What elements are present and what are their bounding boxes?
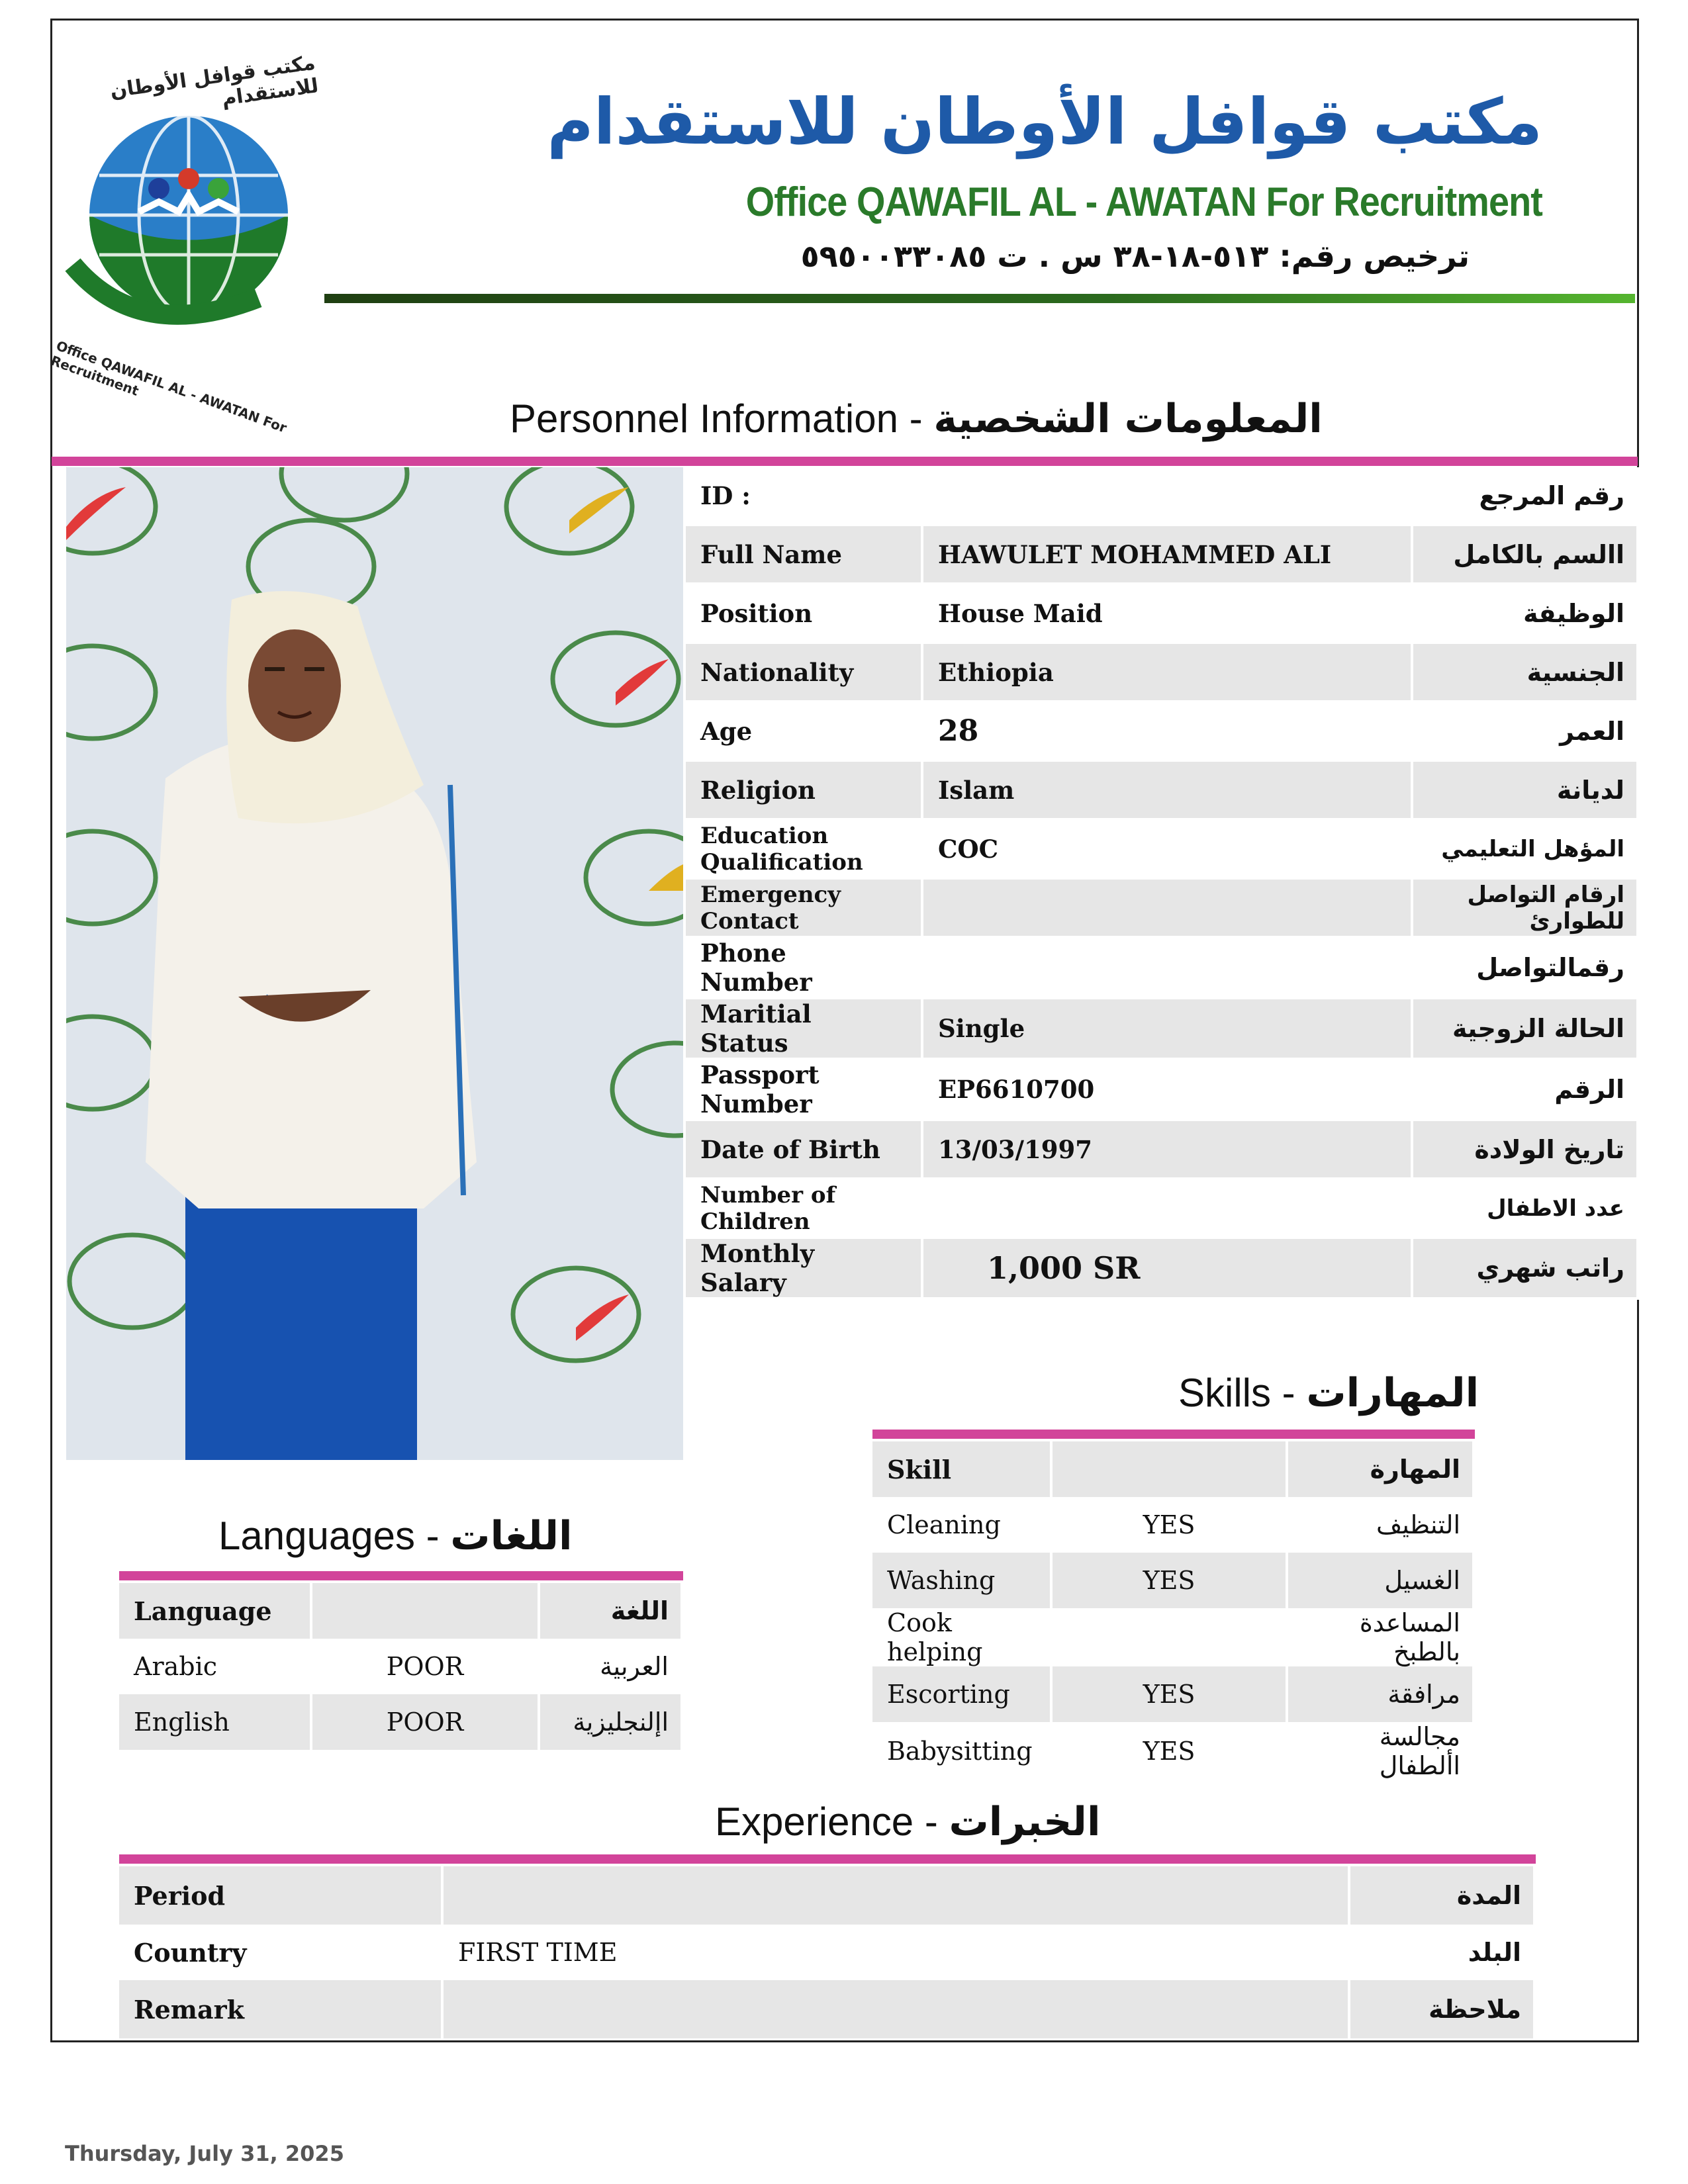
experience-row (119, 1980, 1536, 2038)
experience-value (444, 1980, 1350, 2038)
languages-table (119, 1583, 683, 1750)
field-label: Religion (686, 762, 923, 821)
skill-value (1053, 1608, 1288, 1666)
language-name-arabic: العربية (540, 1639, 683, 1694)
skill-name-arabic: مجالسة األطفال (1288, 1722, 1475, 1780)
field-label-arabic: الجنسية (1413, 644, 1639, 703)
field-value (923, 880, 1413, 938)
personnel-row (686, 821, 1639, 880)
field-label-arabic: الوظيفة (1413, 585, 1639, 644)
language-header-blank (312, 1583, 540, 1639)
personnel-row (686, 938, 1639, 999)
office-name-arabic: مكتب قوافل الأوطان للاستقدام (547, 85, 1542, 159)
skill-name: Cleaning (872, 1497, 1053, 1553)
language-row (119, 1639, 683, 1694)
field-label-arabic: تاريخ الولادة (1413, 1121, 1639, 1180)
field-label: Emergency Contact (686, 880, 923, 938)
field-label-arabic: الحالة الزوجية (1413, 999, 1639, 1060)
logo-top-text: مكتب قوافل الأوطان للاستقدام (109, 51, 320, 111)
field-label-arabic: عدد الاطفال (1413, 1180, 1639, 1239)
field-label-arabic: راتب شهري (1413, 1239, 1639, 1300)
skill-name-arabic: مرافقة (1288, 1666, 1475, 1722)
field-label-arabic: االسم بالكامل (1413, 526, 1639, 585)
field-label: Age (686, 703, 923, 762)
field-label: Monthly Salary (686, 1239, 923, 1300)
language-header-en: Language (119, 1583, 312, 1639)
field-label-arabic: رقمالتواصل (1413, 938, 1639, 999)
skills-title (1178, 1370, 1479, 1416)
skill-name: Washing (872, 1553, 1053, 1608)
skill-name: Escorting (872, 1666, 1053, 1722)
field-label: Number of Children (686, 1180, 923, 1239)
candidate-photo (66, 467, 683, 1460)
experience-value: FIRST TIME (444, 1925, 1350, 1980)
personnel-row (686, 703, 1639, 762)
logo-bottom-text: Office QAWAFIL AL - AWATAN For Recruitment (48, 338, 289, 436)
candidate-photo-image (66, 467, 683, 1460)
skills-title-ar: المهارات (1306, 1370, 1479, 1416)
personnel-row (686, 1180, 1639, 1239)
personnel-row (686, 467, 1639, 526)
field-label-arabic: العمر (1413, 703, 1639, 762)
personnel-row (686, 880, 1639, 938)
skills-title-en: Skills - (1178, 1371, 1307, 1415)
field-value (923, 1180, 1413, 1239)
personnel-row (686, 762, 1639, 821)
field-label-arabic: الرقم (1413, 1060, 1639, 1121)
field-value: COC (923, 821, 1413, 880)
experience-name: Period (119, 1866, 444, 1925)
skill-value: YES (1053, 1666, 1288, 1722)
personnel-table (686, 467, 1639, 1300)
personnel-title-en: Personnel Information - (510, 396, 934, 441)
field-value: 1,000 SR (923, 1239, 1413, 1300)
skill-value: YES (1053, 1553, 1288, 1608)
field-label: Phone Number (686, 938, 923, 999)
field-label-arabic: المؤهل التعليمي (1413, 821, 1639, 880)
office-logo (48, 51, 320, 436)
skill-row (872, 1553, 1475, 1608)
language-header-row (119, 1583, 683, 1639)
field-label: Full Name (686, 526, 923, 585)
language-value: POOR (312, 1694, 540, 1750)
skill-row (872, 1722, 1475, 1780)
skills-rule (872, 1430, 1475, 1439)
personnel-title (510, 396, 1323, 442)
field-label: Position (686, 585, 923, 644)
skills-table (872, 1441, 1475, 1780)
personnel-row (686, 585, 1639, 644)
experience-name: Remark (119, 1980, 444, 2038)
personnel-row (686, 1121, 1639, 1180)
skill-name-arabic: الغسيل (1288, 1553, 1475, 1608)
language-value: POOR (312, 1639, 540, 1694)
field-value: EP6610700 (923, 1060, 1413, 1121)
personnel-row (686, 999, 1639, 1060)
experience-title (715, 1799, 1101, 1845)
skill-header-row (872, 1441, 1475, 1497)
skill-header-en: Skill (872, 1441, 1053, 1497)
field-value: Single (923, 999, 1413, 1060)
languages-title-en: Languages - (218, 1514, 451, 1558)
skill-row (872, 1608, 1475, 1666)
field-label-arabic: رقم المرجع (1413, 467, 1639, 526)
field-label-arabic: ارقام التواصل للطوارئ (1413, 880, 1639, 938)
field-label: Passport Number (686, 1060, 923, 1121)
experience-title-en: Experience - (715, 1799, 949, 1844)
field-value: Ethiopia (923, 644, 1413, 703)
experience-row (119, 1866, 1536, 1925)
languages-rule (119, 1571, 683, 1580)
field-label: Education Qualification (686, 821, 923, 880)
field-value (923, 938, 1413, 999)
experience-name-arabic: ملاحظة (1350, 1980, 1536, 2038)
field-label: Maritial Status (686, 999, 923, 1060)
field-value: HAWULET MOHAMMED ALI (923, 526, 1413, 585)
office-name-english: Office QAWAFIL AL - AWATAN For Recruitment (745, 179, 1542, 225)
personnel-row (686, 526, 1639, 585)
languages-title-ar: اللغات (450, 1513, 573, 1559)
skill-name: Cook helping (872, 1608, 1053, 1666)
field-label: Date of Birth (686, 1121, 923, 1180)
experience-value (444, 1866, 1350, 1925)
language-name: English (119, 1694, 312, 1750)
field-value (923, 467, 1413, 526)
skill-header-ar: المهارة (1288, 1441, 1475, 1497)
languages-title (218, 1513, 573, 1559)
language-name: Arabic (119, 1639, 312, 1694)
field-label: Nationality (686, 644, 923, 703)
skill-value: YES (1053, 1722, 1288, 1780)
field-value: Islam (923, 762, 1413, 821)
field-value: 28 (923, 703, 1413, 762)
header-divider (324, 294, 1635, 303)
personnel-row (686, 1060, 1639, 1121)
experience-rule (119, 1854, 1536, 1864)
skill-name-arabic: المساعدة بالطبخ (1288, 1608, 1475, 1666)
field-label-arabic: لديانة (1413, 762, 1639, 821)
personnel-rule (52, 457, 1638, 466)
experience-name-arabic: البلد (1350, 1925, 1536, 1980)
experience-name-arabic: المدة (1350, 1866, 1536, 1925)
experience-name: Country (119, 1925, 444, 1980)
personnel-row (686, 1239, 1639, 1300)
experience-row (119, 1925, 1536, 1980)
personnel-title-ar: المعلومات الشخصية (933, 396, 1323, 442)
skill-name: Babysitting (872, 1722, 1053, 1780)
field-label: ID : (686, 467, 923, 526)
language-header-ar: اللغة (540, 1583, 683, 1639)
skill-value: YES (1053, 1497, 1288, 1553)
skill-row (872, 1666, 1475, 1722)
license-number: ترخيص رقم: ٥١٣-١٨-٣٨ س . ت ٥٩٥٠٠٣٣٠٨٥ (800, 238, 1470, 274)
personnel-row (686, 644, 1639, 703)
language-row (119, 1694, 683, 1750)
skill-name-arabic: التنظيف (1288, 1497, 1475, 1553)
field-value: House Maid (923, 585, 1413, 644)
language-name-arabic: اإلنجليزية (540, 1694, 683, 1750)
experience-title-ar: الخبرات (949, 1799, 1101, 1845)
skill-row (872, 1497, 1475, 1553)
field-value: 13/03/1997 (923, 1121, 1413, 1180)
skill-header-blank (1053, 1441, 1288, 1497)
experience-table (119, 1866, 1536, 2038)
footer-date: Thursday, July 31, 2025 (65, 2141, 344, 2166)
